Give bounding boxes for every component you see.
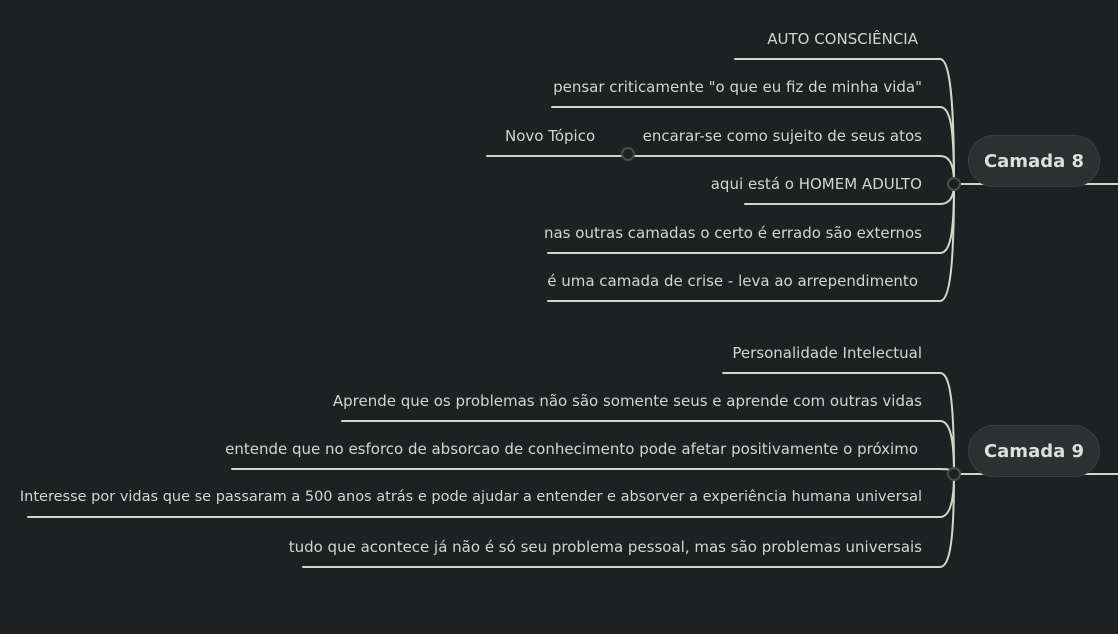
topic-aprende-problemas[interactable]: Aprende que os problemas não são somente seus e aprende com outras vidas [332,392,922,410]
topic-problemas-universais[interactable]: tudo que acontece já não é só seu problema pessoal, mas são problemas universais [288,538,922,556]
topic-pensar-criticamente[interactable]: pensar criticamente "o que eu fiz de minha vida" [553,78,922,96]
topic-interesse-vidas[interactable]: Interesse por vidas que se passaram a 500 anos atrás e pode ajudar a entender e absorver a experiência humana universal [19,489,922,505]
topic-personalidade-intelectual[interactable]: Personalidade Intelectual [732,344,922,362]
central-topic-camada-9[interactable]: Camada 9 [968,425,1100,477]
topic-esforco-conhecimento[interactable]: entende que no esforco de absorcao de conhecimento pode afetar positivamente o próximo [225,440,918,458]
collapse-toggle-novo-topico[interactable] [621,147,635,161]
branch-c9-1 [940,421,954,474]
topic-homem-adulto[interactable]: aqui está o HOMEM ADULTO [710,175,922,193]
topic-camada-de-crise[interactable]: é uma camada de crise - leva ao arrependimento [547,272,918,290]
topic-outras-camadas[interactable]: nas outras camadas o certo é errado são externos [543,224,922,242]
branch-c9-4 [940,474,954,567]
topic-novo-topico[interactable]: Novo Tópico [505,127,596,145]
central-topic-camada-8[interactable]: Camada 8 [968,135,1100,187]
topic-auto-consciencia[interactable]: AUTO CONSCIÊNCIA [767,30,918,48]
collapse-toggle-camada-9[interactable] [947,467,961,481]
topic-encarar-se[interactable]: encarar-se como sujeito de seus atos [642,127,922,145]
collapse-toggle-camada-8[interactable] [947,177,961,191]
